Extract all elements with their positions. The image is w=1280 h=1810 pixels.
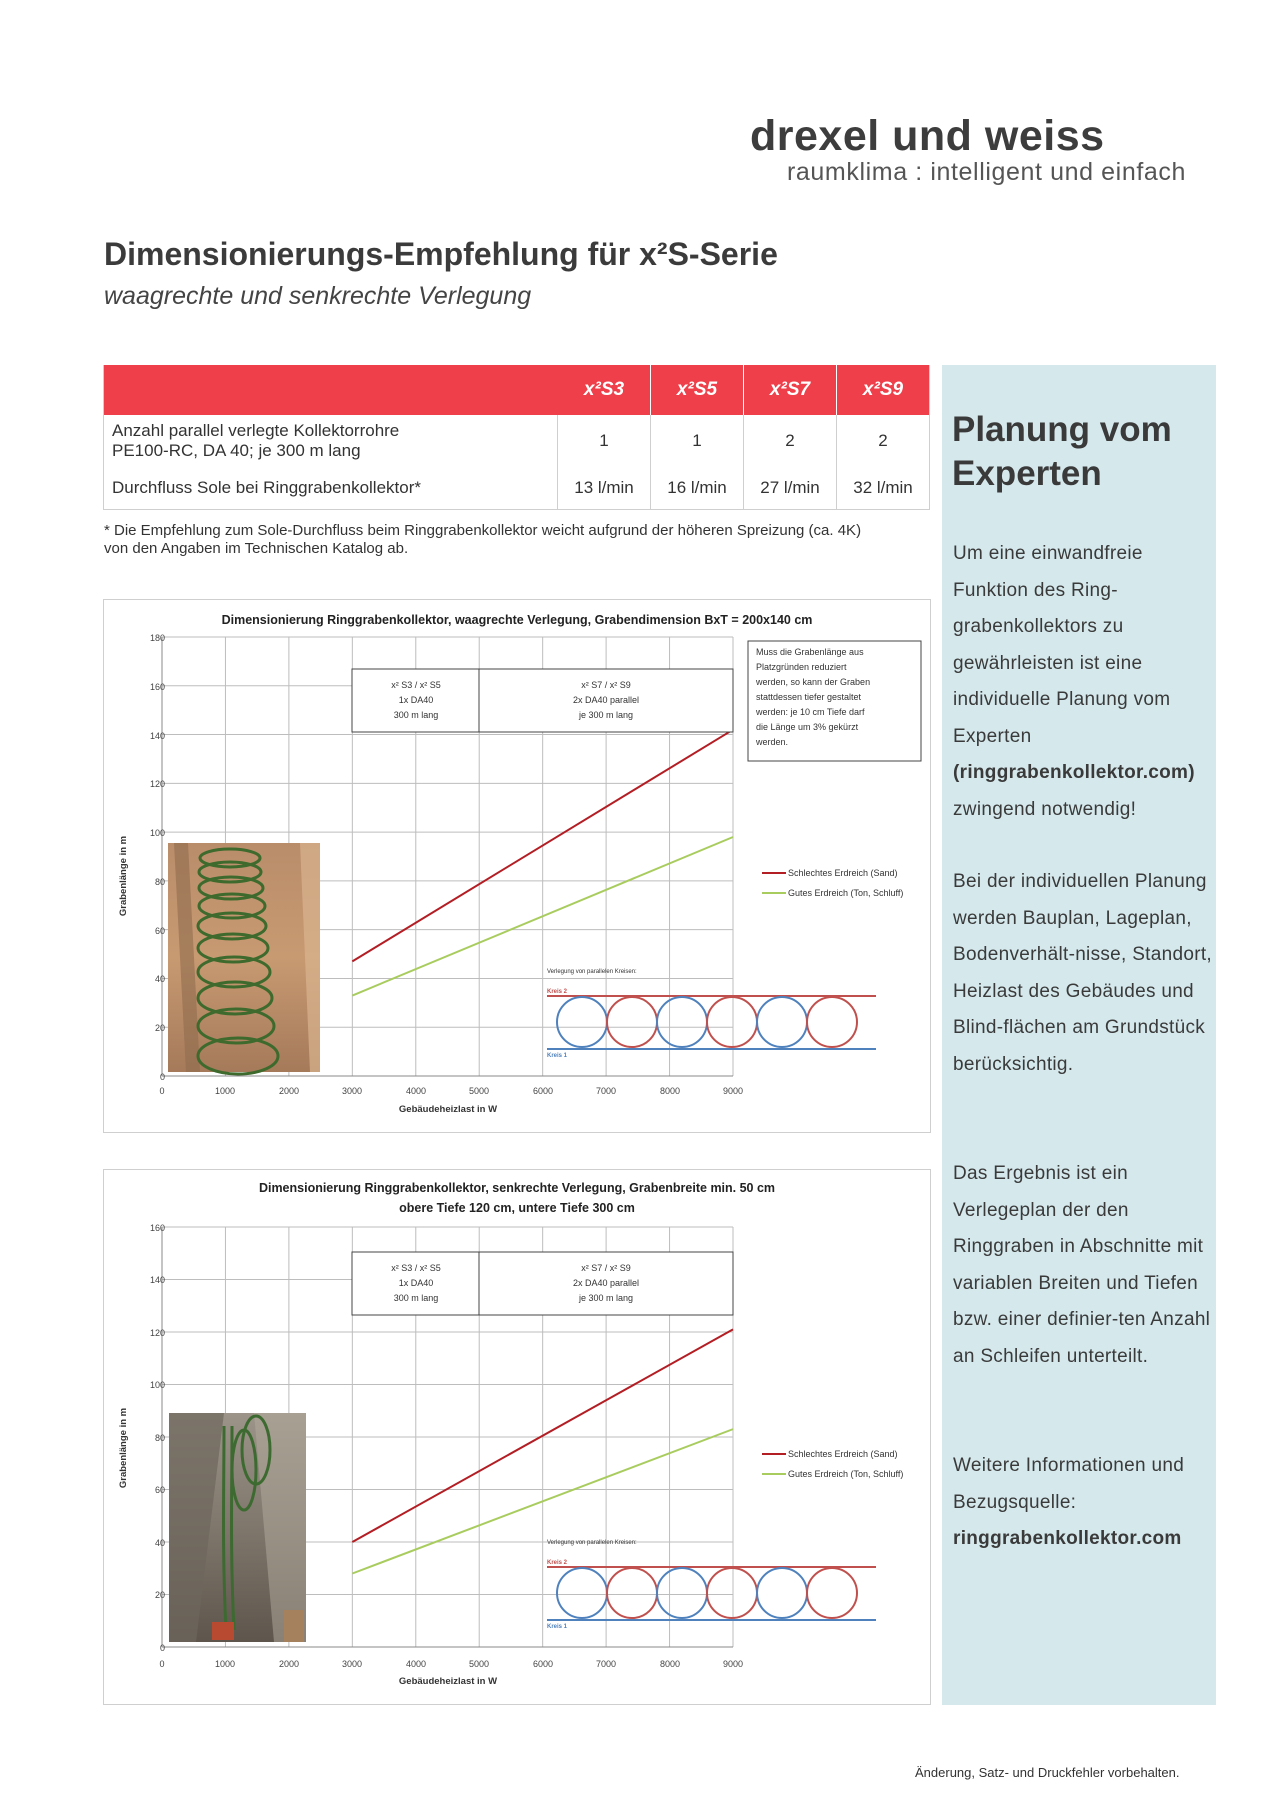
chart-svg (104, 600, 930, 1132)
x-tick-label: 6000 (532, 1659, 554, 1669)
table-cell: 16 l/min (651, 467, 744, 510)
x-axis-label: Gebäudeheizlast in W (398, 1676, 498, 1687)
sidebar-link[interactable]: ringgrabenkollektor.com (953, 1528, 1182, 1549)
x-tick-label: 5000 (468, 1659, 490, 1669)
kreis-1-label: Kreis 1 (547, 1053, 568, 1059)
y-axis-label: Grabenlänge in m (118, 835, 129, 917)
x-tick-label: 5000 (468, 1086, 490, 1096)
sidebar-paragraph: Das Ergebnis ist ein Verlegeplan der den Ringgraben in Abschnitte mit variablen Breiten und Tiefen bzw. einer definier-ten Anzahl an Schleifen unterteilt. (953, 1163, 1211, 1367)
annotation-box-x2s7-s9 (479, 669, 733, 732)
table-header-empty (104, 365, 558, 415)
chart-svg (104, 1170, 930, 1704)
annotation-box-x2s3-s5 (352, 1252, 479, 1315)
y-axis-label: Grabenlänge in m (118, 1407, 129, 1489)
spec-table (103, 365, 930, 510)
annotation-box-x2s3-s5 (352, 669, 479, 732)
sidebar-heading: Planung vom Experten (952, 410, 1172, 493)
x-tick-label: 8000 (659, 1086, 681, 1096)
sidebar-paragraph (953, 1448, 1215, 1558)
table-row-label: Durchfluss Sole bei Ringgrabenkollektor* (104, 467, 558, 510)
annotation-text: x² S7 / x² S9 (581, 680, 631, 690)
y-tick-label: 60 (154, 926, 165, 936)
table-row (104, 415, 930, 467)
legend-label: Schlechtes Erdreich (Sand) (788, 1449, 898, 1459)
x-tick-label: 9000 (722, 1086, 744, 1096)
y-tick-label: 0 (159, 1072, 165, 1082)
table-col-header: x²S3 (558, 365, 651, 415)
kreis-2-label: Kreis 2 (547, 989, 568, 995)
trench-photo (168, 843, 320, 1074)
annotation-note (748, 641, 921, 761)
y-tick-label: 60 (154, 1485, 165, 1495)
x-tick-label: 3000 (341, 1659, 363, 1669)
x-tick-label: 4000 (405, 1086, 427, 1096)
table-footnote: * Die Empfehlung zum Sole-Durchfluss beim Ringgrabenkollektor weicht aufgrund der höheren Spreizung (ca. 4K) von den Angaben im Technischen Katalog ab. (104, 522, 862, 557)
kreis-1-label: Kreis 1 (547, 1624, 568, 1630)
x-tick-label: 4000 (405, 1659, 427, 1669)
y-tick-label: 120 (149, 1328, 165, 1338)
y-tick-label: 20 (154, 1590, 165, 1600)
table-row (104, 467, 930, 510)
table-cell: 32 l/min (837, 467, 930, 510)
kreis-2-label: Kreis 2 (547, 1560, 568, 1566)
annotation-text: 1x DA40 (398, 695, 434, 705)
sidebar-text: Um eine einwandfreie Funktion des Ring-grabenkollektors zu gewährleisten ist eine individuelle Planung vom Experten (953, 543, 1171, 747)
x-axis-label: Gebäudeheizlast in W (398, 1104, 498, 1115)
note-line: stattdessen tiefer gestaltet (756, 692, 862, 702)
table-cell: 1 (558, 415, 651, 467)
sidebar-text: Weitere Informationen und Bezugsquelle: (953, 1455, 1185, 1513)
y-tick-label: 80 (154, 877, 165, 887)
table-header-row (104, 365, 930, 415)
x-tick-label: 1000 (214, 1086, 236, 1096)
table-row-label (104, 415, 558, 467)
y-tick-label: 180 (149, 633, 165, 643)
loop-caption: Verlegung von parallelen Kreisen: (547, 1540, 637, 1546)
row-label-text: Anzahl parallel verlegte Kollektorrohre PE100-RC, DA 40; je 300 m lang (112, 421, 400, 460)
page-subtitle: waagrechte und senkrechte Verlegung (104, 282, 532, 310)
chart-legend (762, 868, 903, 898)
x-tick-label: 8000 (659, 1659, 681, 1669)
table-col-header: x²S5 (651, 365, 744, 415)
annotation-text: x² S7 / x² S9 (581, 1263, 631, 1273)
note-line: werden. (756, 737, 789, 747)
note-line: Muss die Grabenlänge aus (756, 647, 864, 657)
table-cell: 2 (837, 415, 930, 467)
y-tick-label: 160 (149, 682, 165, 692)
table-cell: 2 (744, 415, 837, 467)
annotation-text: je 300 m lang (578, 710, 634, 720)
y-tick-label: 140 (149, 731, 165, 741)
y-tick-label: 120 (149, 779, 165, 789)
x-tick-label: 2000 (278, 1086, 300, 1096)
table-col-header: x²S9 (837, 365, 930, 415)
annotation-text: x² S3 / x² S5 (391, 1263, 441, 1273)
note-line: die Länge um 3% gekürzt (756, 722, 859, 732)
legend-label: Gutes Erdreich (Ton, Schluff) (788, 1469, 904, 1479)
parallel-loops-diagram (547, 969, 876, 1059)
disclaimer: Änderung, Satz- und Druckfehler vorbehalten. (915, 1765, 1180, 1780)
x-tick-label: 1000 (214, 1659, 236, 1669)
annotation-text: 300 m lang (393, 1293, 439, 1303)
table-cell: 1 (651, 415, 744, 467)
note-line: werden: je 10 cm Tiefe darf (756, 707, 865, 717)
x-tick-label: 3000 (341, 1086, 363, 1096)
y-tick-label: 100 (149, 1380, 165, 1390)
annotation-text: 2x DA40 parallel (572, 1278, 640, 1288)
x-tick-label: 0 (159, 1659, 165, 1669)
sidebar-text: zwingend notwendig! (953, 798, 1137, 820)
annotation-text: je 300 m lang (578, 1293, 634, 1303)
annotation-text: 2x DA40 parallel (572, 695, 640, 705)
y-tick-label: 140 (149, 1275, 165, 1285)
table-cell: 27 l/min (744, 467, 837, 510)
chart-vertical-laying (103, 1169, 931, 1705)
table-cell: 13 l/min (558, 467, 651, 510)
y-tick-label: 40 (154, 1538, 165, 1548)
chart-subtitle: obere Tiefe 120 cm, untere Tiefe 300 cm (399, 1201, 635, 1215)
y-tick-label: 20 (154, 1023, 165, 1033)
chart-legend (762, 1449, 903, 1479)
note-line: werden, so kann der Graben (756, 677, 871, 687)
annotation-box-x2s7-s9 (479, 1252, 733, 1315)
chart-title: Dimensionierung Ringgrabenkollektor, waagrechte Verlegung, Grabendimension BxT = 200x140 cm (221, 613, 813, 627)
legend-label: Gutes Erdreich (Ton, Schluff) (788, 888, 904, 898)
chart-horizontal-laying (103, 599, 931, 1133)
parallel-loops-diagram (547, 1540, 876, 1630)
brand-name: drexel und weiss (750, 112, 1105, 160)
chart-title: Dimensionierung Ringgrabenkollektor, senkrechte Verlegung, Grabenbreite min. 50 cm (258, 1181, 776, 1195)
note-line: Platzgründen reduziert (756, 662, 847, 672)
sidebar-link-text: (ringgrabenkollektor.com) (953, 762, 1195, 783)
annotation-text: x² S3 / x² S5 (391, 680, 441, 690)
brand-tagline: raumklima : intelligent und einfach (787, 158, 1186, 186)
x-tick-label: 7000 (595, 1086, 617, 1096)
y-tick-label: 100 (149, 828, 165, 838)
x-tick-label: 2000 (278, 1659, 300, 1669)
x-tick-label: 9000 (722, 1659, 744, 1669)
x-tick-label: 6000 (532, 1086, 554, 1096)
sidebar-paragraph: Bei der individuellen Planung werden Bauplan, Lageplan, Bodenverhält-nisse, Standort, Heizlast des Gebäudes und Blind-flächen am Grundstück berücksichtig. (953, 871, 1213, 1075)
y-tick-label: 160 (149, 1223, 165, 1233)
y-tick-label: 0 (159, 1643, 165, 1653)
annotation-text: 300 m lang (393, 710, 439, 720)
page-title: Dimensionierungs-Empfehlung für x²S-Serie (104, 236, 778, 272)
x-tick-label: 0 (159, 1086, 165, 1096)
annotation-text: 1x DA40 (398, 1278, 434, 1288)
loop-caption: Verlegung von parallelen Kreisen: (547, 969, 637, 975)
x-tick-label: 7000 (595, 1659, 617, 1669)
sidebar-paragraph (953, 536, 1215, 828)
y-tick-label: 40 (154, 974, 165, 984)
table-col-header: x²S7 (744, 365, 837, 415)
y-tick-label: 80 (154, 1433, 165, 1443)
trench-photo (169, 1413, 306, 1642)
legend-label: Schlechtes Erdreich (Sand) (788, 868, 898, 878)
